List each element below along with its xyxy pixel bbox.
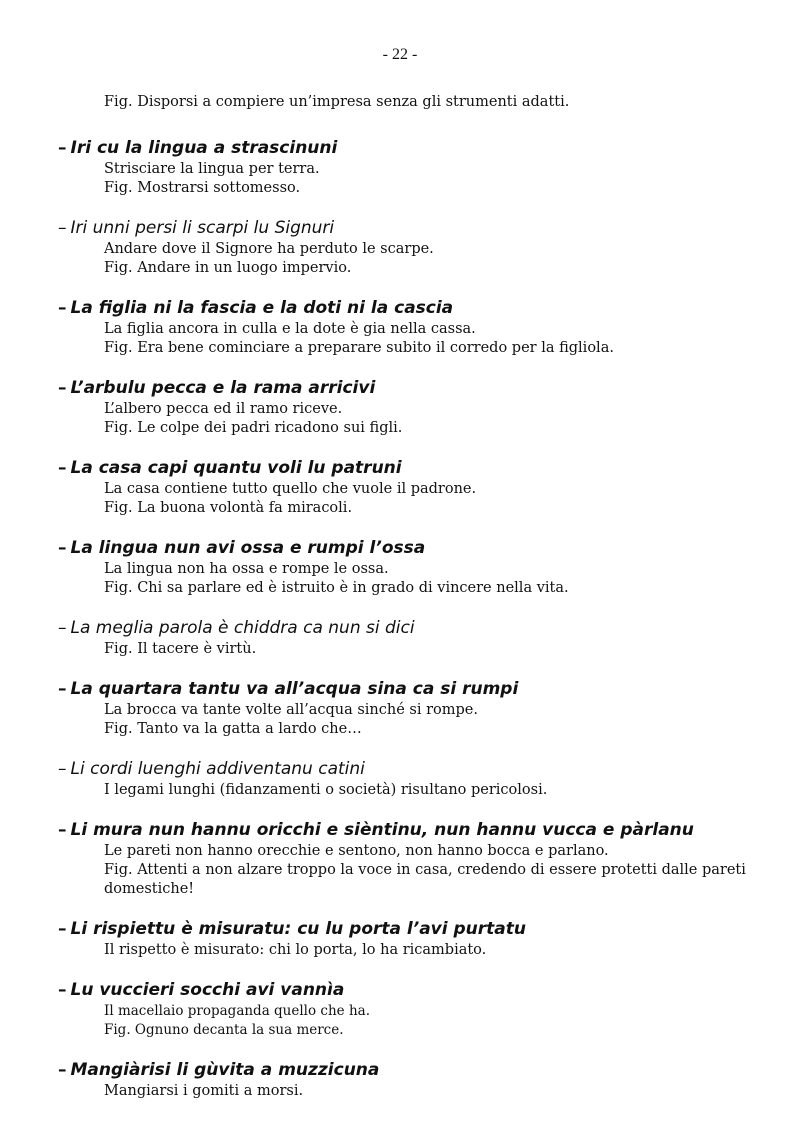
proverb-title: – Iri cu la lingua a strascinuni [58,138,338,158]
proverb-entry [58,376,778,438]
proverb-figurative-meaning: Fig. La buona volontà fa miracoli. [104,500,353,516]
proverb-translation: Il rispetto è misurato: chi lo porta, lo ha ricambiato. [104,942,487,958]
proverb-title: – Li rispiettu è misuratu: cu lu porta l’avi purtatu [58,919,526,939]
proverb-translation: Il macellaio propaganda quello che ha. [104,1003,370,1019]
proverb-translation: L’albero pecca ed il ramo riceve. [104,401,343,417]
proverb-figurative-meaning-continued: domestiche! [104,881,195,897]
proverb-figurative-meaning: Fig. Attenti a non alzare troppo la voce in casa, credendo di essere protetti dalle pareti [104,862,746,878]
proverb-entry [58,216,778,278]
proverb-title: – Mangiàrisi li gùvita a muzzicuna [58,1060,380,1080]
proverb-title: – La lingua nun avi ossa e rumpi l’ossa [58,538,426,558]
proverb-translation: Le pareti non hanno orecchie e sentono, non hanno bocca e parlano. [104,843,609,859]
proverb-entry [58,296,778,358]
proverb-entry [58,978,778,1040]
proverb-translation: La brocca va tante volte all’acqua sinché si rompe. [104,702,478,718]
page-number: - 22 - [382,46,418,63]
proverb-entry [58,536,778,598]
proverb-translation: La casa contiene tutto quello che vuole il padrone. [104,481,477,497]
proverb-translation: Andare dove il Signore ha perduto le scarpe. [104,241,434,257]
proverb-figurative-meaning: Fig. Mostrarsi sottomesso. [104,180,301,196]
proverb-translation: Strisciare la lingua per terra. [104,161,320,177]
proverb-translation: La lingua non ha ossa e rompe le ossa. [104,561,389,577]
proverb-figurative-meaning: Fig. Il tacere è virtù. [104,641,257,657]
proverb-figurative-meaning: Fig. Le colpe dei padri ricadono sui figli. [104,420,403,436]
proverb-entry [58,456,778,518]
proverb-figurative-meaning: Fig. Chi sa parlare ed è istruito è in grado di vincere nella vita. [104,580,569,596]
proverb-entry [58,917,778,960]
proverb-entry [58,818,778,899]
proverb-figurative-meaning: Fig. Tanto va la gatta a lardo che… [104,721,362,737]
proverb-figurative-meaning: Fig. Andare in un luogo impervio. [104,260,352,276]
proverb-title: – Li mura nun hannu oricchi e sièntinu, nun hannu vucca e pàrlanu [58,820,694,840]
proverb-title: – L’arbulu pecca e la rama arricivi [58,378,376,398]
proverb-translation: Mangiarsi i gomiti a morsi. [104,1083,304,1099]
proverb-entry [58,616,778,659]
proverb-translation: I legami lunghi (fidanzamenti o società) risultano pericolosi. [104,782,548,798]
proverb-title: – La figlia ni la fascia e la doti ni la cascia [58,298,454,318]
continued-meaning: Fig. Disporsi a compiere un’impresa senza gli strumenti adatti. [104,94,570,110]
proverb-title: – La meglia parola è chiddra ca nun si dici [58,618,415,638]
proverb-title: – La casa capi quantu voli lu patruni [58,458,402,478]
proverb-title: – La quartara tantu va all’acqua sina ca si rumpi [58,679,519,699]
proverb-title: – Lu vuccieri socchi avi vannìa [58,980,345,1000]
proverb-figurative-meaning: Fig. Era bene cominciare a preparare subito il corredo per la figliola. [104,340,614,356]
proverb-list [58,92,778,1119]
proverb-title: – Iri unni persi li scarpi lu Signuri [58,218,335,238]
proverb-title: – Li cordi luenghi addiventanu catini [58,759,365,779]
proverb-entry [58,757,778,800]
proverb-translation: La figlia ancora in culla e la dote è gia nella cassa. [104,321,476,337]
proverb-entry [58,1058,778,1101]
proverb-entry [58,136,778,198]
proverb-figurative-meaning: Fig. Ognuno decanta la sua merce. [104,1022,344,1038]
proverb-entry [58,677,778,739]
